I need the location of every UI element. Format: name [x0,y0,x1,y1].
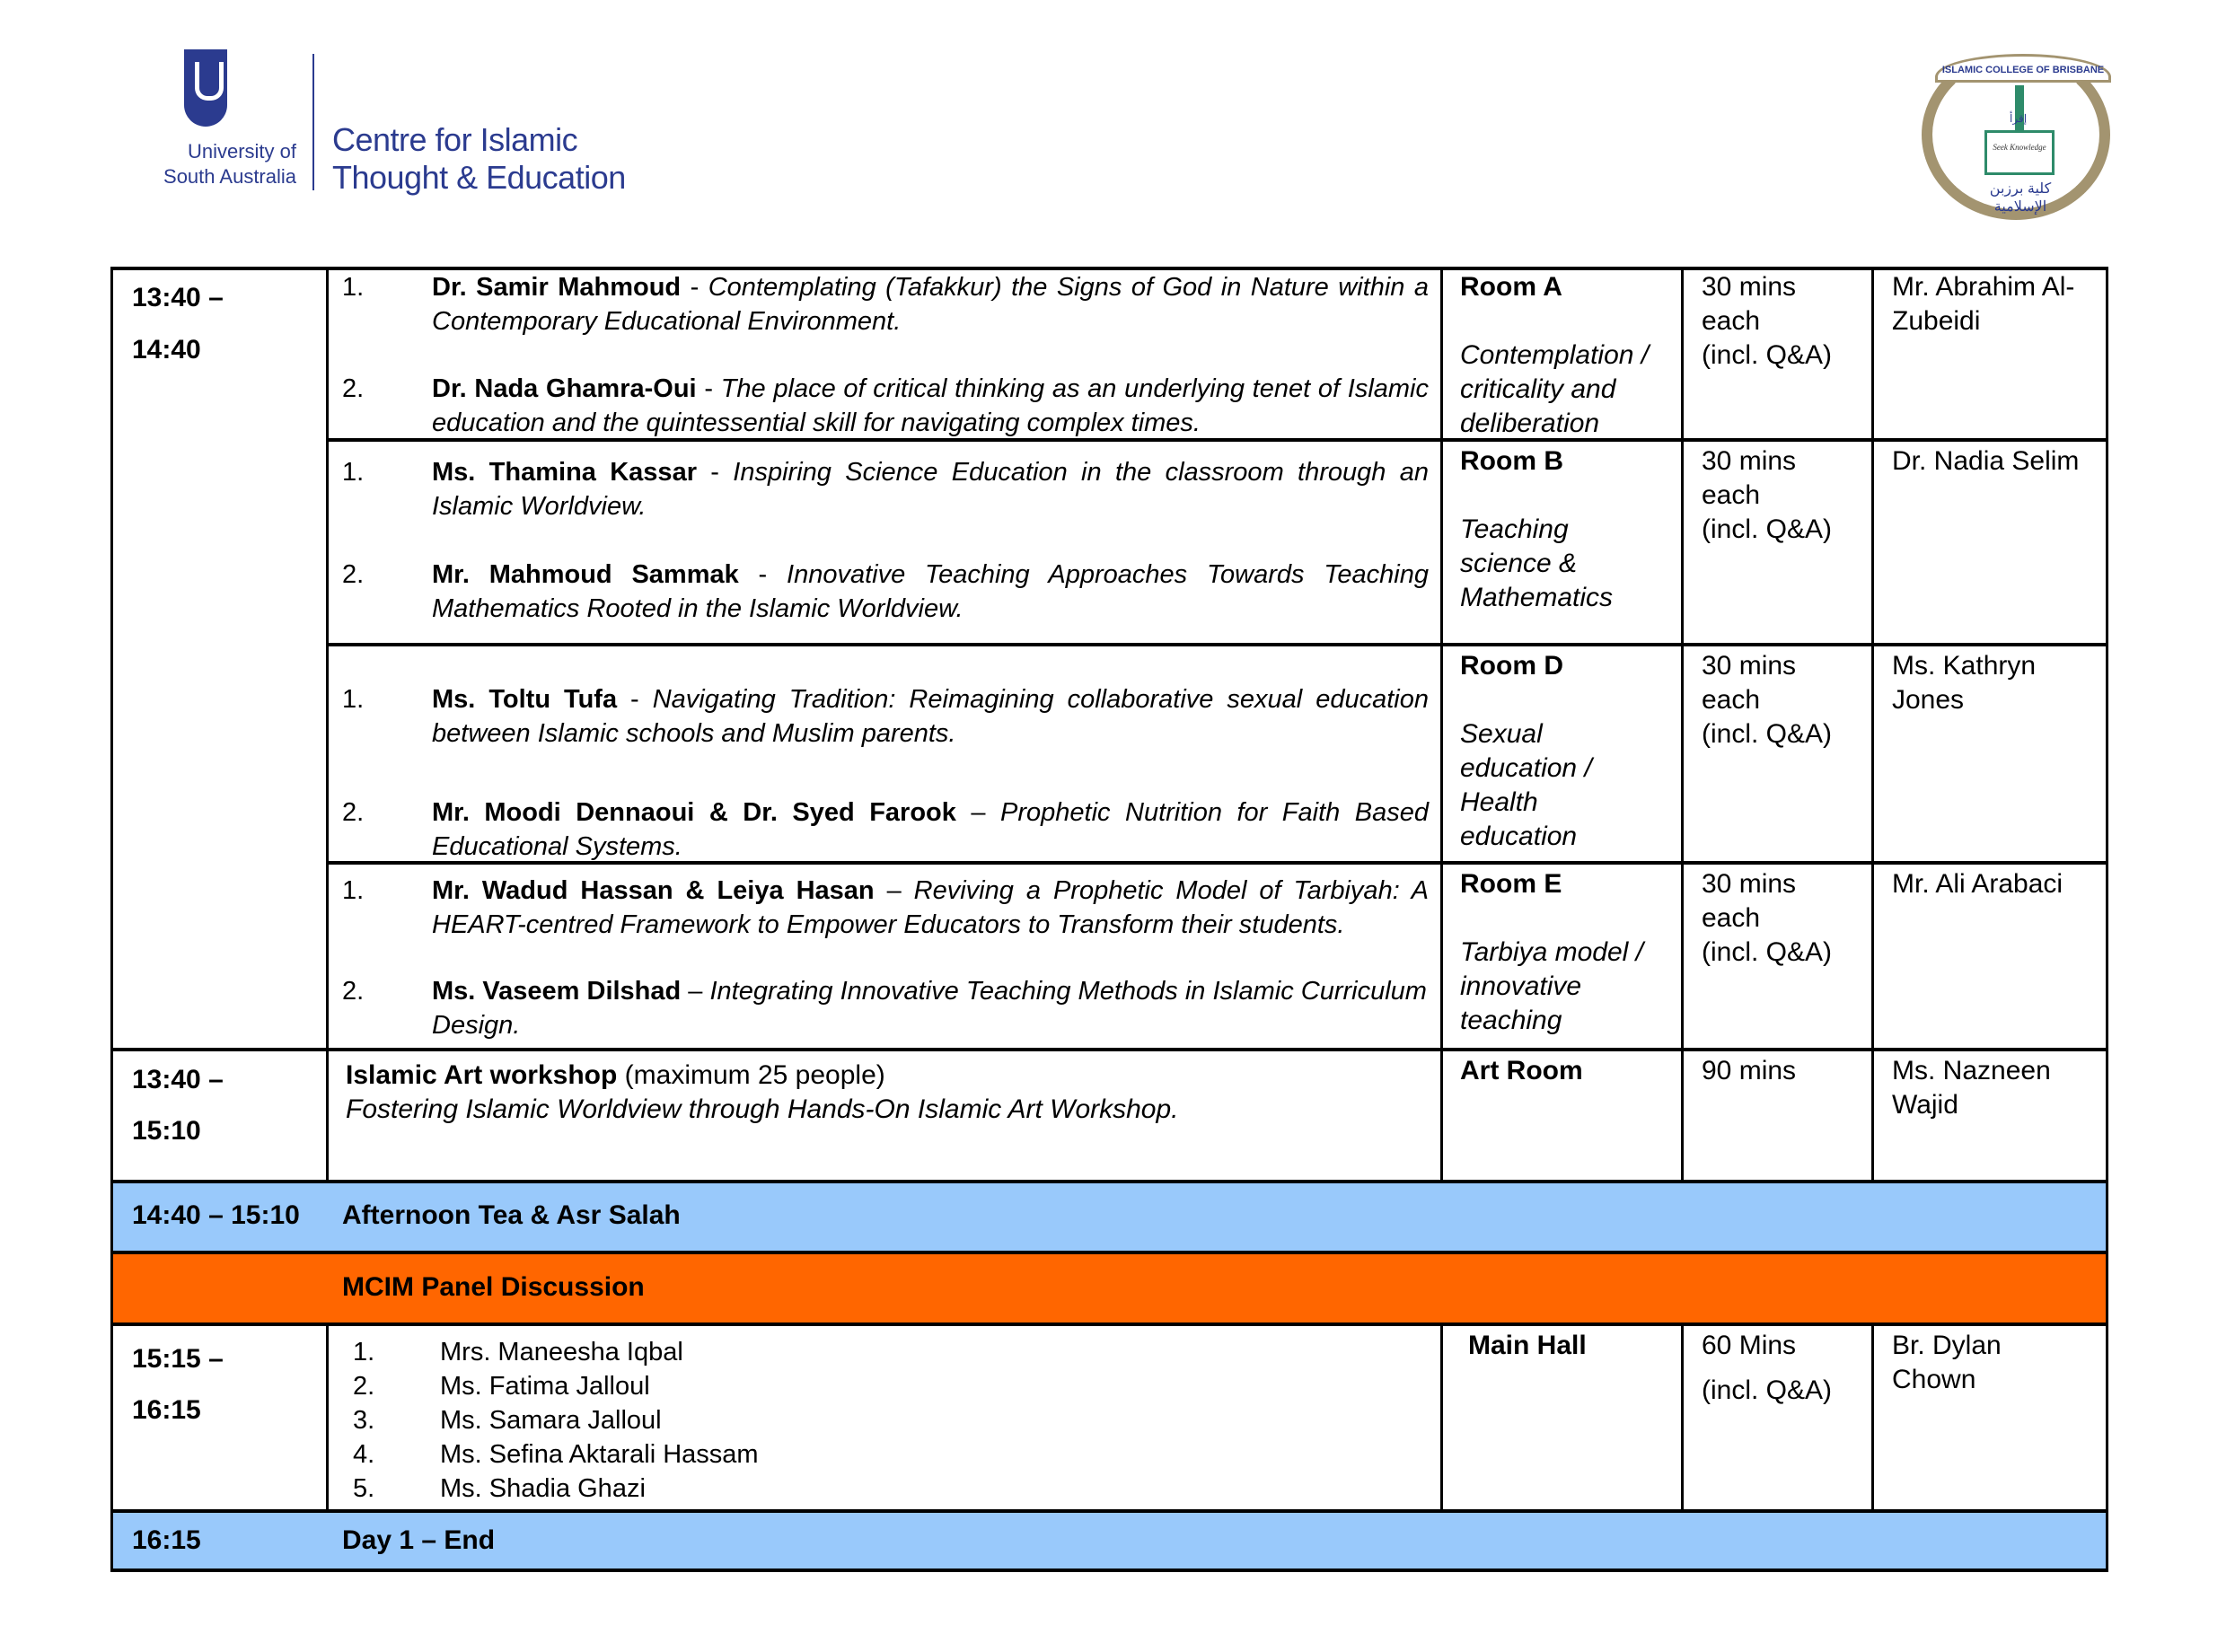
room-name: Room B [1460,446,1563,476]
end-time: 16:15 [132,1525,201,1555]
talk-title: Reviving a Prophetic Model of Tarbiyah: A HEART-centred Framework to Empower Educators to Transform their students. [432,876,1429,939]
row-divider [110,1251,2108,1254]
talk-speaker: Mr. Wadud Hassan & Leiya Hasan [432,876,875,905]
university-name-line2: South Australia [163,165,296,188]
member-name: Ms. Sefina Aktarali Hassam [440,1440,759,1469]
session-chair: Mr. Abrahim Al-Zubeidi [1892,272,2075,336]
table-border-bottom [110,1569,2108,1572]
unisa-shield-icon [184,49,227,127]
member-number: 4. [353,1440,375,1469]
member-number: 1. [353,1338,375,1366]
time-end: 15:10 [132,1116,201,1146]
member-number: 3. [353,1406,375,1435]
member-name: Ms. Fatima Jalloul [440,1372,650,1401]
col-divider [1440,1324,1443,1511]
end-label: Day 1 – End [342,1525,496,1555]
session-chair: Ms. Kathryn Jones [1892,651,2037,715]
room-name: Room D [1460,651,1563,681]
talk-separator: - [738,560,788,589]
talk-item [342,682,1429,751]
open-book-icon: Seek Knowledge [1984,130,2055,175]
duration-line: 30 mins [1702,869,1797,899]
col-divider [326,267,329,1182]
islamic-college-brisbane-seal [1913,27,2128,224]
time-start: 13:40 – [132,283,224,312]
member-name: Ms. Samara Jalloul [440,1406,662,1435]
talk-separator: - [696,374,721,403]
talk-title: Navigating Tradition: Reimagining collaborative sexual education between Islamic schools and Muslim parents. [432,685,1429,748]
col-divider [326,1324,329,1511]
row-divider [110,1509,2108,1513]
session-chair: Mr. Ali Arabaci [1892,869,2063,899]
talk-speaker: Ms. Toltu Tufa [432,685,618,714]
duration-line: 30 mins [1702,446,1797,476]
panel-member [353,1403,1161,1437]
centre-name-line1: Centre for Islamic [332,121,578,158]
talk-number: 2. [342,374,365,403]
talk-title: Prophetic Nutrition for Faith Based Educational Systems. [432,798,1429,861]
room-theme: Teaching science & Mathematics [1460,514,1614,612]
centre-name-line2: Thought & Education [332,159,626,196]
col-divider [1871,267,1874,1182]
talk-speaker: Mr. Mahmoud Sammak [432,560,739,589]
duration [1702,444,1863,547]
talk-title: Integrating Innovative Teaching Methods in Islamic Curriculum Design. [432,977,1427,1040]
duration [1702,867,1863,970]
duration-line: each [1702,903,1761,933]
col-divider [1440,267,1443,1182]
col-divider [1681,1324,1684,1511]
room-name: Art Room [1460,1056,1583,1085]
talk-number: 1. [342,685,365,714]
panel-header-label: MCIM Panel Discussion [342,1272,645,1302]
time-end: 16:15 [132,1395,201,1425]
col-divider [1871,1324,1874,1511]
panel-members-list [353,1335,1161,1506]
logo-divider [312,54,314,190]
room-theme: Contemplation / criticality and deliberation [1460,340,1650,438]
talk-speaker: Dr. Samir Mahmoud [432,273,682,302]
table-border-left [110,267,113,1571]
art-workshop-subtitle: Fostering Islamic Worldview through Hands-On Islamic Art Workshop. [346,1094,1179,1124]
room-name: Room A [1460,272,1562,302]
duration-line: (incl. Q&A) [1702,719,1833,749]
talk-title: Innovative Teaching Approaches Towards Teaching Mathematics Rooted in the Islamic Worldview. [432,560,1429,623]
talk-speaker: Mr. Moodi Dennaoui & Dr. Syed Farook [432,798,956,827]
row-divider [110,1180,2108,1183]
session-chair: Ms. Nazneen Wajid [1892,1056,2051,1120]
talk-number: 1. [342,876,365,905]
member-number: 2. [353,1372,375,1401]
talk-item [342,874,1429,942]
room-name: Main Hall [1468,1331,1587,1360]
duration [1702,270,1863,373]
talk-separator: - [617,685,653,714]
row-divider [110,1322,2108,1326]
room-theme: Sexual education / Health education [1460,719,1592,851]
art-workshop-name: Islamic Art workshop [346,1060,618,1090]
talk-number: 2. [342,798,365,827]
member-name: Mrs. Maneesha Iqbal [440,1338,683,1366]
session-chair: Dr. Nadia Selim [1892,446,2080,476]
talk-title: The place of critical thinking as an underlying tenet of Islamic education and the quintessential skill for navigating complex times. [432,374,1429,437]
talk-speaker: Dr. Nada Ghamra-Oui [432,374,697,403]
panel-member [353,1335,1161,1369]
row-divider [110,1048,2108,1051]
duration: 90 mins [1702,1056,1797,1085]
panel-member [353,1437,1161,1472]
talk-separator: – [955,798,1001,827]
seal-arabic-text: كلية برزبن الإسلامية [1989,181,2052,215]
session-chair: Br. Dylan Chown [1892,1331,2002,1394]
duration-line: 60 Mins [1702,1331,1797,1360]
duration [1702,649,1863,751]
talk-number: 1. [342,458,365,487]
duration-line: (incl. Q&A) [1702,937,1833,967]
university-name-line1: University of [187,140,296,163]
talk-title: Inspiring Science Education in the classroom through an Islamic Worldview. [432,458,1429,521]
talk-number: 2. [342,560,365,589]
talk-number: 1. [342,273,365,302]
talk-item [342,974,1429,1042]
talk-item [342,455,1429,523]
panel-member [353,1369,1161,1403]
duration [1702,1329,1832,1408]
duration-line: (incl. Q&A) [1702,340,1833,370]
break-time: 14:40 – 15:10 [132,1200,300,1230]
col-divider [1681,267,1684,1182]
duration-line: (incl. Q&A) [1702,514,1833,544]
time-end: 14:40 [132,335,201,365]
room-theme: Tarbiya model / innovative teaching [1460,937,1643,1035]
member-name: Ms. Shadia Ghazi [440,1474,646,1503]
talk-separator: - [681,273,708,302]
talk-speaker: Ms. Thamina Kassar [432,458,697,487]
break-label: Afternoon Tea & Asr Salah [342,1200,681,1230]
duration-line: (incl. Q&A) [1702,1375,1833,1405]
talk-item [342,795,1429,864]
seal-banner: ISLAMIC COLLEGE OF BRISBANE [1935,54,2111,83]
unisa-centre-logo [135,49,664,202]
room-name: Room E [1460,869,1562,899]
time-start: 13:40 – [132,1065,224,1094]
seal-arabic-top: إقرأ [2010,112,2028,125]
talk-speaker: Ms. Vaseem Dilshad [432,977,682,1006]
art-workshop-title [346,1059,885,1093]
talk-number: 2. [342,977,365,1006]
table-border-right [2106,267,2108,1571]
talk-separator: - [696,458,734,487]
talk-title: Contemplating (Tafakkur) the Signs of God in Nature within a Contemporary Educational Environment. [432,273,1429,336]
duration-line: each [1702,480,1761,510]
talk-item [342,558,1429,626]
duration-line: 30 mins [1702,272,1797,302]
art-workshop-capacity: (maximum 25 people) [617,1060,885,1090]
talk-separator: – [681,977,710,1006]
duration-line: 30 mins [1702,651,1797,681]
talk-item [342,372,1429,440]
time-start: 15:15 – [132,1344,224,1374]
duration-line: each [1702,306,1761,336]
talk-item [342,270,1429,338]
talk-separator: – [874,876,914,905]
schedule-table [110,267,2108,1571]
member-number: 5. [353,1474,375,1503]
duration-line: each [1702,685,1761,715]
centre-name [332,121,626,197]
panel-member [353,1472,1161,1506]
row-divider [327,643,2108,646]
university-name [135,139,296,189]
